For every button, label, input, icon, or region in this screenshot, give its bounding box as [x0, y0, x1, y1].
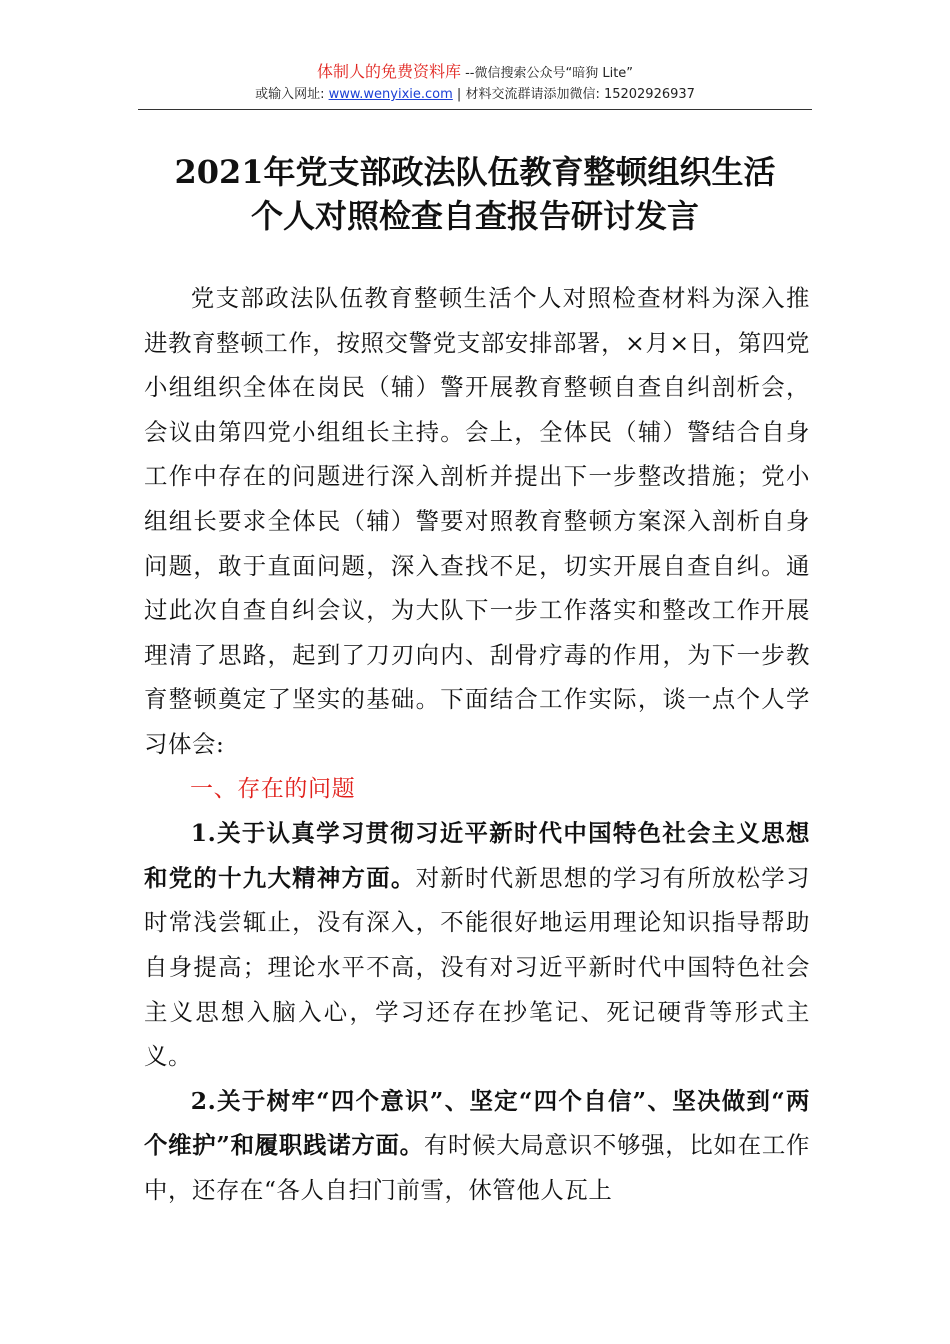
title-line-1: 2021年党支部政法队伍教育整顿组织生活 — [174, 153, 776, 191]
header-line-1 — [0, 62, 950, 84]
paragraph-1 — [144, 811, 810, 1079]
website-link[interactable]: www.wenyixie.com — [328, 87, 453, 102]
intro-paragraph: 党支部政法队伍教育整顿生活个人对照检查材料为深入推进教育整顿工作，按照交警党支部安排部署，×月×日，第四党小组组织全体在岗民（辅）警开展教育整顿自查自纠剖析会，会议由第四党小组组长主持。会上，全体民（辅）警结合自身工作中存在的问题进行深入剖析并提出下一步整改措施；党小组组长要求全体民（辅）警要对照教育整顿方案深入剖析自身问题，敢于直面问题，深入查找不足，切实开展自查自纠。通过此次自查自纠会议，为大队下一步工作落实和整改工作开展理清了思路，起到了刀刃向内、刮骨疗毒的作用，为下一步教育整顿奠定了坚实的基础。下面结合工作实际，谈一点个人学习体会: — [144, 284, 810, 758]
title-line-2: 个人对照检查自查报告研讨发言 — [250, 197, 699, 235]
paragraph-2-text: 有时候大局意识不够强，比如在工作中，还存在“各人自扫门前雪，休管他人瓦上 — [144, 1131, 810, 1204]
url-prefix: 或输入网址: — [255, 87, 329, 102]
paragraph-2 — [144, 1079, 810, 1213]
section-heading: 一、存在的问题 — [190, 775, 356, 802]
paragraph-1-text: 对新时代新思想的学习有所放松学习时常浅尝辄止，没有深入，不能很好地运用理论知识指导帮助自身提高；理论水平不高，没有对习近平新时代中国特色社会主义思想入脑入心，学习还存在抄笔记、死记硬背等形式主义。 — [144, 863, 810, 1071]
brand-name: 体制人的免费资料库 — [316, 62, 461, 81]
document-body — [144, 276, 810, 1212]
wechat-contact: | 材料交流群请添加微信: 15202926937 — [452, 87, 695, 102]
paragraph-2-lead: 2.关于树牢“四个意识”、坚定“四个自信”、坚决做到“两个维护”和履职践诺方面。 — [144, 1086, 810, 1160]
header-divider — [138, 109, 812, 110]
header-tagline: --微信搜索公众号“暗狗 Lite” — [460, 66, 634, 81]
header-line-2 — [0, 86, 950, 104]
page-header — [0, 62, 950, 104]
document-title — [100, 150, 850, 238]
paragraph-1-lead: 1.关于认真学习贯彻习近平新时代中国特色社会主义思想和党的十九大精神方面。 — [144, 819, 810, 892]
